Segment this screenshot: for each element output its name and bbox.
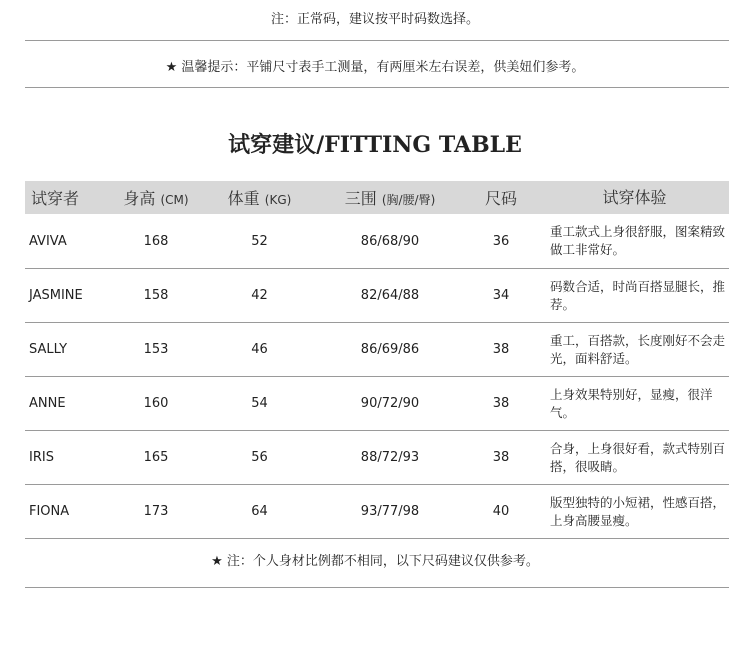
cell-weight: 52 [251, 233, 268, 249]
cell-weight: 46 [251, 342, 268, 357]
cell-size: 36 [492, 233, 510, 249]
cell-height: 168 [143, 233, 169, 249]
cell-measurements: 93/77/98 [360, 504, 420, 519]
divider [25, 40, 729, 41]
cell-experience: 码数合适，时尚百搭显腿长，推荐。 [550, 278, 726, 312]
cell-size: 38 [492, 342, 510, 357]
cell-name: SALLY [29, 342, 68, 357]
cell-size: 38 [492, 396, 510, 411]
header-size: 尺码 [484, 189, 517, 208]
header-weight: 体重 (KG) [227, 189, 292, 208]
divider [25, 587, 729, 588]
divider [25, 87, 729, 88]
cell-experience: 版型独特的小短裙，性感百搭，上身高腰显瘦。 [550, 494, 726, 528]
size-note: 注：正常码，建议按平时码数选择。 [270, 12, 479, 27]
cell-weight: 56 [251, 450, 268, 465]
cell-experience: 合身，上身很好看，款式特别百搭，很吸睛。 [550, 440, 726, 474]
cell-experience: 重工款式上身很舒服，图案精致做工非常好。 [550, 224, 726, 257]
cell-measurements: 86/68/90 [360, 233, 420, 249]
table-row [25, 377, 729, 431]
disclaimer-note: ★ 注：个人身材比例都不相同，以下尺码建议仅供参考。 [211, 554, 539, 569]
cell-experience: 重工，百搭款，长度刚好不会走光，面料舒适。 [550, 332, 726, 366]
table-header [25, 181, 729, 214]
cell-name: FIONA [29, 504, 70, 519]
cell-height: 160 [143, 396, 169, 411]
cell-size: 40 [492, 504, 510, 519]
title-cn: 试穿建议 [228, 133, 317, 158]
measurement-tip: ★ 温馨提示：平铺尺寸表手工测量，有两厘米左右误差，供美妞们参考。 [165, 60, 585, 75]
header-experience: 试穿体验 [602, 187, 667, 207]
cell-weight: 42 [251, 288, 268, 303]
cell-size: 34 [492, 288, 510, 303]
cell-name: ANNE [29, 396, 66, 411]
cell-name: AVIVA [29, 233, 67, 249]
header-measurements: 三围 (胸/腰/臀) [344, 189, 436, 208]
header-height: 身高 (CM) [123, 189, 189, 208]
fitting-table [25, 181, 729, 539]
table-row [25, 431, 729, 485]
cell-measurements: 90/72/90 [360, 396, 420, 411]
cell-weight: 54 [251, 396, 268, 411]
table-row [25, 485, 729, 539]
cell-name: IRIS [29, 450, 54, 465]
cell-size: 38 [492, 450, 510, 465]
cell-height: 153 [143, 342, 169, 357]
cell-name: JASMINE [29, 288, 83, 303]
cell-weight: 64 [251, 504, 268, 519]
table-row [25, 323, 729, 377]
page-title [0, 128, 750, 159]
title-en: /FITTING TABLE [316, 132, 522, 158]
cell-measurements: 88/72/93 [360, 450, 420, 465]
header-name: 试穿者 [31, 189, 80, 208]
cell-height: 158 [143, 288, 169, 303]
cell-measurements: 82/64/88 [360, 288, 420, 303]
cell-measurements: 86/69/86 [360, 342, 420, 357]
table-row [25, 214, 729, 269]
table-row [25, 269, 729, 323]
cell-height: 173 [143, 504, 169, 519]
cell-experience: 上身效果特别好，显瘦，很洋气。 [550, 386, 713, 420]
cell-height: 165 [143, 450, 169, 465]
